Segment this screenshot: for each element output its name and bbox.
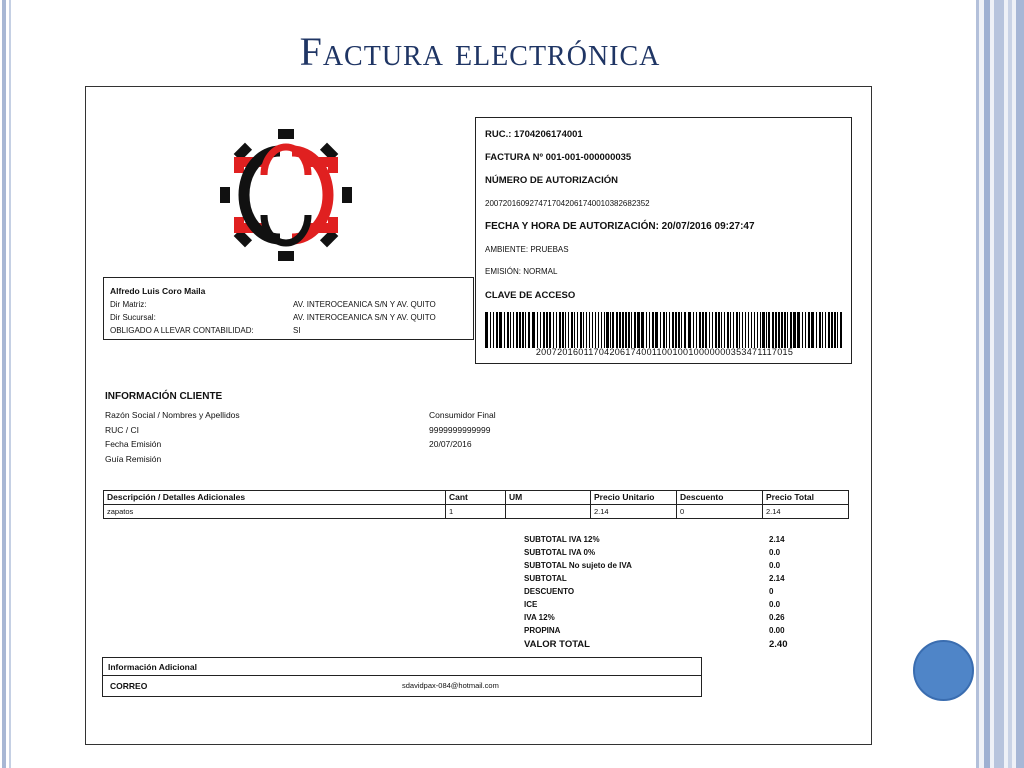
totals-block — [524, 535, 804, 655]
table-cell: zapatos — [104, 505, 446, 519]
slide-frame-right — [976, 0, 1024, 768]
table-header: Cant — [446, 491, 506, 505]
environment: AMBIENTE: PRUEBAS — [485, 245, 569, 254]
grand-total-value: 2.40 — [769, 639, 788, 650]
total-value: 2.14 — [769, 535, 785, 544]
total-label: IVA 12% — [524, 613, 555, 622]
divider — [103, 675, 701, 676]
client-heading: INFORMACIÓN CLIENTE — [105, 391, 223, 402]
total-label: PROPINA — [524, 626, 561, 635]
decorative-circle — [913, 640, 974, 701]
client-label: Razón Social / Nombres y Apellidos — [105, 410, 240, 420]
total-value: 0.26 — [769, 613, 785, 622]
total-value: 0.0 — [769, 561, 781, 570]
total-value: 0 — [769, 587, 774, 596]
issuer-label: Dir Matriz: — [110, 300, 147, 309]
table-header: Precio Total — [763, 491, 848, 505]
issuer-value: AV. INTEROCEANICA S/N Y AV. QUITO — [293, 313, 436, 322]
grand-total-label: VALOR TOTAL — [524, 639, 590, 650]
total-value: 2.14 — [769, 574, 785, 583]
auth-number-value: 20072016092747170420617400103826823​52 — [485, 199, 650, 208]
table-cell: 2.14 — [766, 507, 781, 516]
total-value: 0.00 — [769, 626, 785, 635]
total-label: SUBTOTAL IVA 0% — [524, 548, 596, 557]
issuer-label: OBLIGADO A LLEVAR CONTABILIDAD: — [110, 326, 254, 335]
auth-number-label: NÚMERO DE AUTORIZACIÓN — [485, 175, 618, 186]
company-logo — [206, 125, 366, 265]
issuer-box — [103, 277, 474, 340]
client-label: Guía Remisión — [105, 454, 162, 464]
total-label: SUBTOTAL IVA 12% — [524, 535, 600, 544]
table-cell: 1 — [446, 505, 506, 519]
table-header: Descuento — [677, 491, 763, 505]
table-cell — [506, 505, 591, 519]
issuer-name: Alfredo Luis Coro Maila — [110, 286, 206, 296]
client-value: 20/07/2016 — [429, 439, 472, 449]
table-header: UM — [506, 491, 591, 505]
client-value: Consumidor Final — [429, 410, 496, 420]
total-value: 0.0 — [769, 548, 781, 557]
auth-datetime: FECHA Y HORA DE AUTORIZACIÓN: 20/07/2016 09:27:47 — [485, 221, 755, 232]
access-key-value: 2007201601170420617400110010010000000353471117015 — [535, 347, 794, 357]
client-value: 9999999999999 — [429, 425, 491, 435]
ruc-text: RUC.: 1704206174001 — [485, 129, 583, 140]
total-label: SUBTOTAL No sujeto de IVA — [524, 561, 632, 570]
total-value: 0.0 — [769, 600, 781, 609]
client-label: RUC / CI — [105, 425, 139, 435]
issuer-value: AV. INTEROCEANICA S/N Y AV. QUITO — [293, 300, 436, 309]
email-label: CORREO — [110, 681, 148, 691]
table-header: Descripción / Detalles Adicionales — [104, 491, 446, 505]
client-label: Fecha Emisión — [105, 439, 162, 449]
total-label: DESCUENTO — [524, 587, 575, 596]
invoice-document — [85, 86, 872, 745]
emission-type: EMISIÓN: NORMAL — [485, 267, 558, 276]
additional-info-heading: Información Adicional — [108, 662, 197, 672]
table-cell: 0 — [677, 505, 763, 519]
table-cell: 2.14 — [591, 505, 677, 519]
issuer-label: Dir Sucursal: — [110, 313, 156, 322]
slide-frame-left — [0, 0, 14, 768]
client-info — [105, 391, 605, 471]
authorization-box — [475, 117, 852, 364]
access-key-label: CLAVE DE ACCESO — [485, 290, 576, 301]
items-table — [103, 490, 849, 519]
issuer-value: SI — [293, 326, 301, 335]
access-key-barcode — [485, 312, 843, 348]
total-label: SUBTOTAL — [524, 574, 567, 583]
invoice-number: FACTURA Nº 001-001-000000035 — [485, 152, 632, 163]
additional-info-box — [102, 657, 702, 697]
email-value: sdavidpax-084@hotmail.com — [402, 681, 499, 690]
table-header: Precio Unitario — [591, 491, 677, 505]
total-label: ICE — [524, 600, 538, 609]
slide-title: Factura electrónica — [299, 29, 661, 74]
